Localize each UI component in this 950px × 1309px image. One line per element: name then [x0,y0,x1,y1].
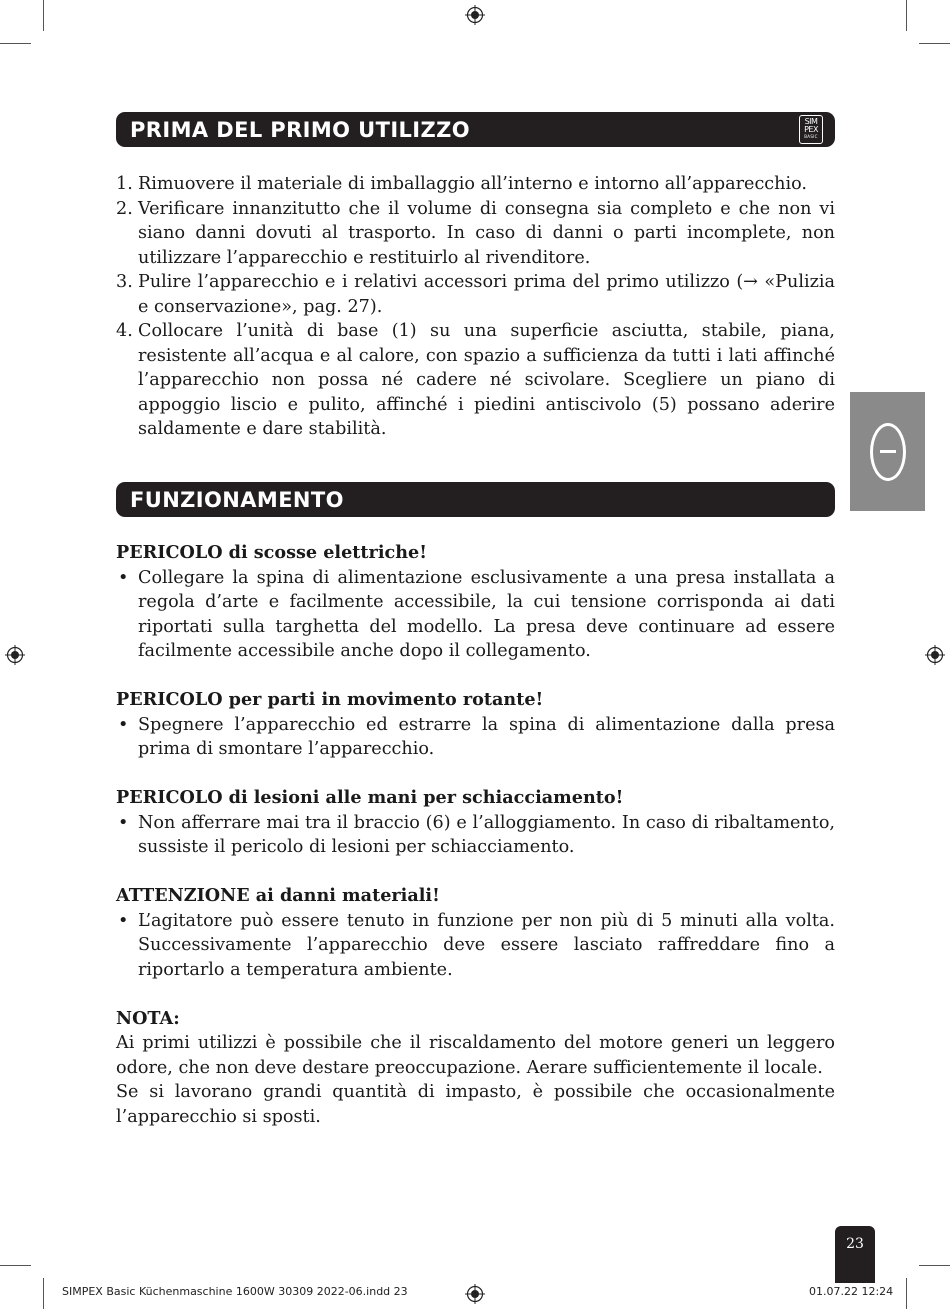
section-header-first-use [116,112,835,147]
crop-mark [43,0,44,31]
simpex-logo: SIM PEX BASIC [799,115,823,144]
crop-mark [919,43,950,44]
note-text: Se si lavorano grandi quantità di impasto, è possibile che occasionalmente l’apparecchio si sposti. [116,1082,835,1127]
warning-heading: PERICOLO per parti in movimento rotante! [116,689,544,710]
crop-mark [43,1278,44,1309]
list-item: 2. Verificare innanzitutto che il volume di consegna sia completo e che non vi siano danni dovuti al trasporto. In caso di danni o parti incomplete, non utilizzare l’apparecchio e restituirlo al rivenditore. [116,198,835,268]
language-tab [850,392,925,511]
first-use-content [116,172,835,442]
bullet-list [116,811,835,860]
steps-list [116,172,835,442]
list-item: • Non afferrare mai tra il braccio (6) e l’alloggiamento. In caso di ribaltamento, sussiste il pericolo di lesioni per schiacciamento. [118,812,835,857]
note-text: Ai primi utilizzi è possibile che il riscaldamento del motore generi un leggero odore, che non deve destare preoccupazione. Aerare sufficientemente il locale. [116,1033,835,1078]
crop-mark [906,1278,907,1309]
minus-circle-icon [870,423,906,481]
crop-mark [0,43,31,44]
section-header-operation [116,482,835,517]
bullet-list [116,713,835,762]
registration-mark-icon [925,645,945,665]
list-item: • Collegare la spina di alimentazione esclusivamente a una presa installata a regola d’arte e facilmente accessibile, la cui tensione corrisponda ai dati riportati sulla targhetta del modello. La presa deve continuare ad essere facilmente accessibile anche dopo il collegamento. [118,567,835,661]
section-title: PRIMA DEL PRIMO UTILIZZO [130,117,471,142]
bullet-list [116,566,835,664]
page-number: 23 [835,1226,875,1283]
crop-mark [906,0,907,31]
warning-heading: PERICOLO di lesioni alle mani per schiacciamento! [116,787,624,808]
footer-file-info: SIMPEX Basic Küchenmaschine 1600W 30309 2022-06.indd 23 [62,1285,408,1298]
list-item: • Spegnere l’apparecchio ed estrarre la spina di alimentazione dalla presa prima di smontare l’apparecchio. [118,714,835,759]
registration-mark-icon [465,1284,485,1304]
crop-mark [919,1265,950,1266]
list-item: 4. Collocare l’unità di base (1) su una superficie asciutta, stabile, piana, resistente all’acqua e al calore, con spazio a sufficienza da tutti i lati affinché l’apparecchio non possa né cadere né scivolare. Scegliere un piano di appoggio liscio e pulito, affinché i piedini antiscivolo (5) possano aderire saldamente e dare stabilità. [116,321,835,439]
list-item: • L’agitatore può essere tenuto in funzione per non più di 5 minuti alla volta. Successivamente l’apparecchio deve essere lasciato raffreddare fino a riportarlo a temperatura ambiente. [118,910,835,980]
list-item: 3. Pulire l’apparecchio e i relativi accessori prima del primo utilizzo (→ «Pulizia e conservazione», pag. 27). [116,272,835,317]
footer-timestamp: 01.07.22 12:24 [809,1285,894,1298]
bullet-list [116,909,835,983]
crop-mark [0,1265,31,1266]
registration-mark-icon [5,645,25,665]
warning-heading: PERICOLO di scosse elettriche! [116,542,427,563]
operation-content [116,541,835,1129]
registration-mark-icon [465,5,485,25]
section-title: FUNZIONAMENTO [130,487,344,512]
note-heading: NOTA: [116,1007,180,1029]
warning-heading: ATTENZIONE ai danni materiali! [116,885,440,906]
list-item: 1. Rimuovere il materiale di imballaggio all’interno e intorno all’apparecchio. [116,174,807,194]
